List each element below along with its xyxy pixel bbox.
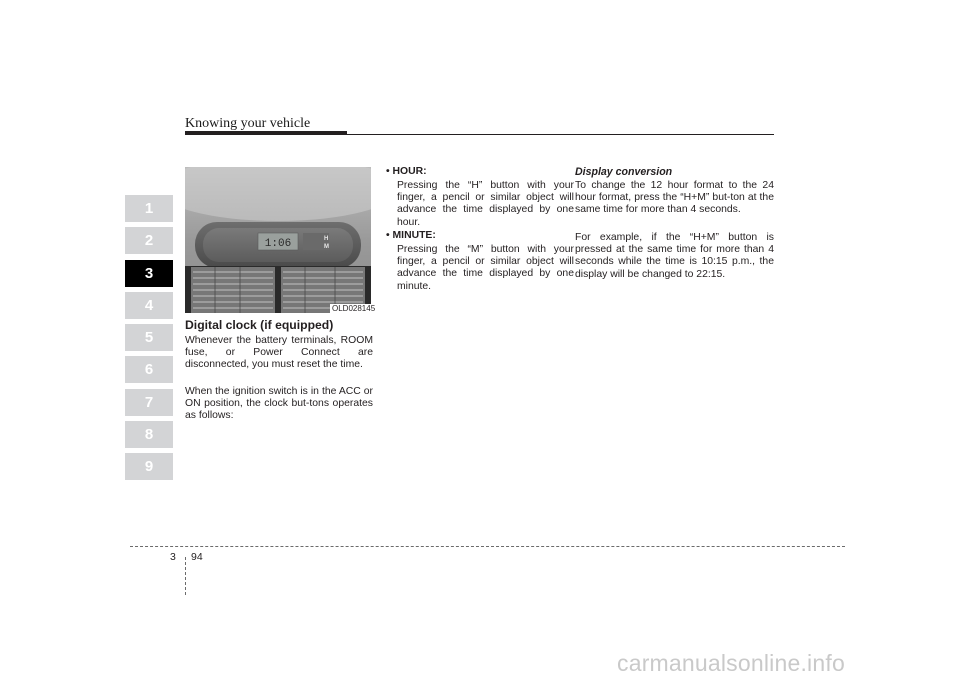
chapter-tab-3[interactable]: 3 <box>125 260 173 287</box>
clock-illustration <box>185 167 371 313</box>
footer-dashed-rule <box>130 546 845 547</box>
bullet-hour-text: Pressing the “H” button with your finger, a pencil or similar object will advance the time displayed by one hour. <box>397 180 574 228</box>
chapter-tab-1[interactable]: 1 <box>125 195 173 222</box>
footer-vertical-rule <box>185 557 186 595</box>
header-title: Knowing your vehicle <box>185 116 311 131</box>
chapter-tab-6[interactable]: 6 <box>125 356 173 383</box>
bullet-minute-text: Pressing the “M” button with your finger, a pencil or similar object will advance the time displayed by one minute. <box>397 244 574 292</box>
chapter-tab-5[interactable]: 5 <box>125 324 173 351</box>
minute-button-label[interactable]: M <box>324 244 329 250</box>
footer-section-number: 3 <box>170 551 176 563</box>
display-conversion-paragraph-1: To change the 12 hour format to the 24 hour format, press the “H+M” but-ton at the same time for more than 4 seconds. <box>575 180 774 216</box>
chapter-tab-8[interactable]: 8 <box>125 421 173 448</box>
bullet-hour-title: • HOUR: <box>386 166 427 177</box>
watermark: carmanualsonline.info <box>617 650 845 676</box>
chapter-tabs <box>125 195 173 486</box>
chapter-tab-2[interactable]: 2 <box>125 227 173 254</box>
bullet-minute-title: • MINUTE: <box>386 230 436 241</box>
section-paragraph-1: Whenever the battery terminals, ROOM fuse, or Power Connect are disconnected, you must reset the time. <box>185 335 373 371</box>
chapter-tab-4[interactable]: 4 <box>125 292 173 319</box>
hour-button-label[interactable]: H <box>324 236 329 242</box>
chapter-tab-7[interactable]: 7 <box>125 389 173 416</box>
header-rule-thin <box>185 134 774 135</box>
chapter-tab-9[interactable]: 9 <box>125 453 173 480</box>
figure-code: OLD028145 <box>332 304 376 313</box>
section-paragraph-2: When the ignition switch is in the ACC or ON position, the clock but-tons operates as follows: <box>185 386 373 422</box>
section-heading: Digital clock (if equipped) <box>185 318 334 332</box>
display-conversion-heading: Display conversion <box>575 166 673 178</box>
display-conversion-paragraph-2: For example, if the “H+M” button is pressed at the same time for more than 4 seconds while the time is 10:15 p.m., the display will be changed to 22:15. <box>575 232 774 280</box>
clock-display-digits: 1:06 <box>264 238 292 250</box>
footer-page-number: 94 <box>191 551 203 563</box>
